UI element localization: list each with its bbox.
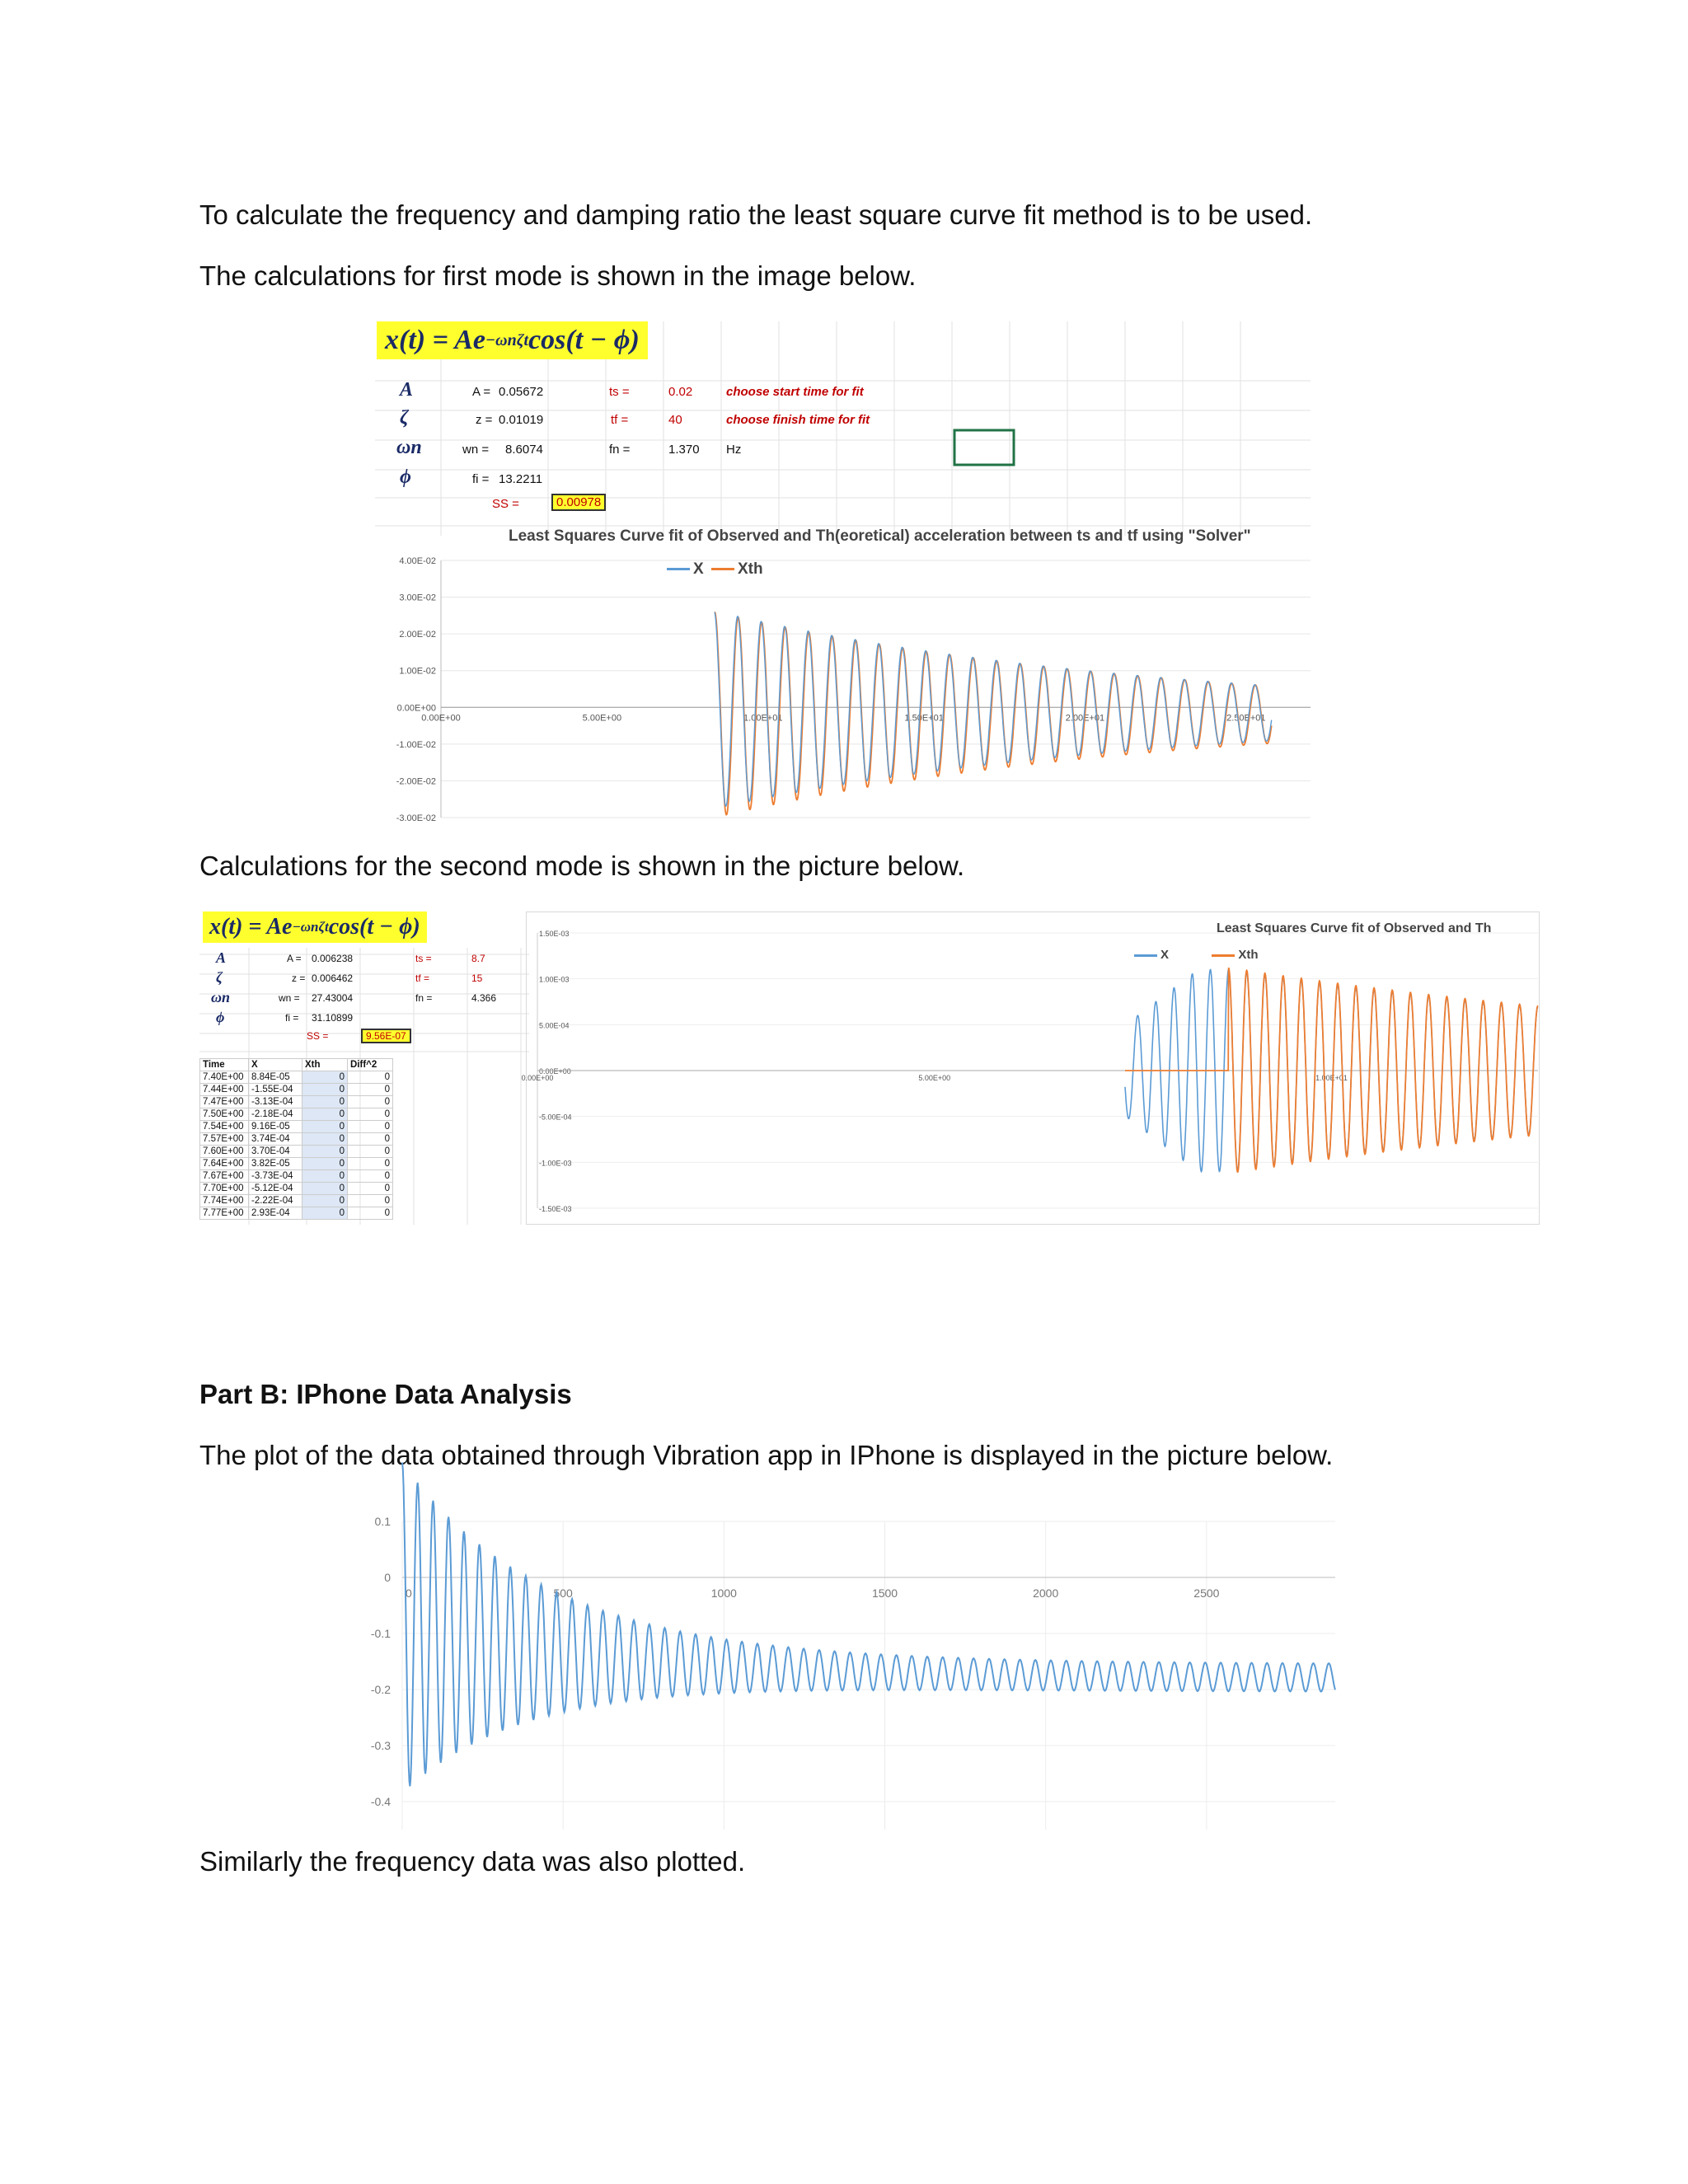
table-cell: 0 [302,1170,348,1183]
frequency-caption: Similarly the frequency data was also plotted. [199,1846,746,1877]
symbol-zeta-2: ζ [216,969,223,986]
chart2-y-tick: -5.00E-04 [539,1113,572,1122]
param2-fi-label: fi = [285,1012,299,1024]
symbol-a: A [400,379,414,401]
table-header-cell: Xth [302,1059,348,1071]
chart2-x-tick: 5.00E+00 [918,1074,951,1082]
chart2-y-tick: -1.50E-03 [539,1205,572,1213]
tf-label: tf = [611,413,629,427]
chart3-x-tick: 0 [406,1586,412,1600]
tf-note: choose finish time for fit [726,413,870,427]
param-a-label: A = [472,385,491,399]
data-table [199,1058,393,1220]
table-cell: 0 [302,1071,348,1084]
table-cell: 0 [302,1146,348,1158]
table-cell: 0 [302,1183,348,1195]
symbol-zeta: ζ [400,407,409,429]
table-cell: 0 [348,1146,393,1158]
table-row [200,1207,393,1220]
param2-a-label: A = [287,953,302,964]
ts2-label: ts = [415,953,432,964]
table-row [200,1071,393,1084]
chart1-x-tick: 2.00E+01 [1065,713,1105,724]
fn2-value: 4.366 [471,992,497,1004]
chart1-legend-x: X [693,560,704,578]
param2-a-value: 0.006238 [312,953,354,964]
chart2-x-tick: 1.00E+01 [1315,1074,1348,1082]
table-cell: 0 [348,1071,393,1084]
table-row [200,1195,393,1207]
table-header-cell: Time [200,1059,249,1071]
tf2-label: tf = [415,972,430,984]
table-cell: 0 [348,1158,393,1170]
chart1-y-tick: -3.00E-02 [396,813,436,823]
param-wn-label: wn = [462,443,490,457]
table-row [200,1146,393,1158]
chart1-plot [375,552,1311,824]
table-cell: 7.47E+00 [200,1096,249,1108]
table-cell: 0 [302,1121,348,1133]
symbol-phi-2: ϕ [216,1009,225,1025]
chart3-plot [354,1508,1335,1830]
chart3-x-tick: 2000 [1033,1586,1059,1600]
param-fi-value: 13.2211 [499,472,543,486]
selected-cell[interactable] [954,430,1014,465]
ts-value: 0.02 [668,385,693,399]
chart1-y-tick: 2.00E-02 [399,630,436,640]
chart1-x-tick: 1.50E+01 [904,713,944,724]
table-cell: 0 [348,1133,393,1146]
chart1-series-x [715,612,1272,806]
table-cell: 0 [348,1108,393,1121]
damped-formula: x(t) = Ae −ωnζt cos(t − ϕ) [377,321,648,359]
chart2-y-tick: 0.00E+00 [539,1067,571,1076]
chart3-y-tick: -0.3 [370,1739,391,1752]
chart3-y-tick: 0.1 [374,1515,391,1528]
chart2-y-tick: 5.00E-04 [539,1021,570,1030]
table-cell: 7.74E+00 [200,1195,249,1207]
chart3-x-tick: 1000 [710,1586,737,1600]
table-cell: 0 [302,1158,348,1170]
table-row [200,1096,393,1108]
table-cell: 0 [348,1183,393,1195]
iphone-figure [354,1508,1335,1830]
symbol-phi: ϕ [400,466,411,488]
chart1-title: Least Squares Curve fit of Observed and Th(eoretical) acceleration between ts and tf using "Solver" [509,527,1251,545]
chart2-series-xth [1125,968,1538,1172]
table-row [200,1121,393,1133]
chart1-y-tick: 4.00E-02 [399,556,436,566]
table-cell: 0 [302,1084,348,1096]
ts-label: ts = [609,385,630,399]
param-a-value: 0.05672 [499,385,544,399]
table-cell: -3.13E-04 [249,1096,302,1108]
chart2-y-tick: 1.50E-03 [539,930,570,938]
table-cell: 3.70E-04 [249,1146,302,1158]
chart2-legend-x: X [1160,948,1170,962]
ss-value: 0.00978 [551,494,606,511]
chart2-y-tick: -1.00E-03 [539,1159,572,1168]
chart3-y-tick: 0 [384,1571,391,1584]
table-cell: 7.70E+00 [200,1183,249,1195]
table-cell: 9.16E-05 [249,1121,302,1133]
chart3-y-tick: -0.1 [370,1627,391,1640]
table-cell: 0 [302,1195,348,1207]
param2-wn-value: 27.43004 [312,992,354,1004]
chart3-x-tick: 2500 [1193,1586,1220,1600]
param-z-value: 0.01019 [499,413,544,427]
table-cell: 8.84E-05 [249,1071,302,1084]
tf2-value: 15 [471,972,483,984]
chart1-y-tick: 0.00E+00 [396,703,436,714]
fn-label: fn = [609,443,631,457]
table-cell: -2.22E-04 [249,1195,302,1207]
table-cell: 7.40E+00 [200,1071,249,1084]
table-cell: 7.50E+00 [200,1108,249,1121]
param-z-label: z = [476,413,493,427]
chart2-title: Least Squares Curve fit of Observed and Th [1217,921,1492,935]
table-cell: 7.57E+00 [200,1133,249,1146]
symbol-omega-n-2: ωn [211,989,231,1005]
table-cell: -2.18E-04 [249,1108,302,1121]
table-row [200,1158,393,1170]
symbol-omega-n: ωn [396,437,422,458]
chart1-y-tick: -2.00E-02 [396,776,436,787]
table-cell: 0 [302,1133,348,1146]
table-row [200,1170,393,1183]
part-b-heading: Part B: IPhone Data Analysis [199,1379,572,1409]
chart2-y-tick: 1.00E-03 [539,975,570,984]
fn2-label: fn = [415,992,433,1004]
chart1-x-tick: 1.00E+01 [743,713,783,724]
table-cell: -1.55E-04 [249,1084,302,1096]
fn-value: 1.370 [668,443,700,457]
table-row [200,1133,393,1146]
param2-wn-label: wn = [279,992,300,1004]
fn-unit: Hz [726,443,742,457]
ss-label: SS = [492,497,519,511]
table-cell: 0 [348,1170,393,1183]
ss2-label: SS = [307,1030,329,1042]
second-mode-figure [199,912,1540,1225]
symbol-a-2: A [216,949,227,966]
table-cell: 7.60E+00 [200,1146,249,1158]
table-row [200,1183,393,1195]
intro-paragraph: To calculate the frequency and damping ratio the least square curve fit method is to be used. [199,199,1313,230]
param-wn-value: 8.6074 [505,443,543,457]
table-cell: 7.44E+00 [200,1084,249,1096]
table-cell: 0 [302,1207,348,1220]
table-cell: 7.77E+00 [200,1207,249,1220]
table-cell: 7.64E+00 [200,1158,249,1170]
chart1-legend-xth: Xth [737,560,763,578]
damped-formula-2: x(t) = Ae −ωnζt cos(t − ϕ) [203,912,427,943]
table-cell: 0 [348,1084,393,1096]
table-cell: 0 [302,1096,348,1108]
table-header-row [200,1059,393,1071]
param2-z-label: z = [292,972,306,984]
tf-value: 40 [668,413,682,427]
table-cell: 0 [348,1195,393,1207]
chart1-x-tick: 5.00E+00 [582,713,622,724]
table-cell: 7.67E+00 [200,1170,249,1183]
table-cell: -5.12E-04 [249,1183,302,1195]
chart1-x-tick: 0.00E+00 [421,713,461,724]
table-cell: 0 [348,1121,393,1133]
param2-z-value: 0.006462 [312,972,354,984]
chart3-y-tick: -0.4 [370,1795,391,1808]
chart2-legend-xth: Xth [1238,948,1259,962]
ts-note: choose start time for fit [726,385,864,399]
first-mode-figure [375,321,1311,824]
chart1-y-tick: 1.00E-02 [399,666,436,677]
table-cell: 0 [302,1108,348,1121]
param-fi-label: fi = [472,472,490,486]
table-cell: 0 [348,1207,393,1220]
first-mode-caption: The calculations for first mode is shown in the image below. [199,260,917,291]
chart2-x-tick: 0.00E+00 [521,1074,554,1082]
table-header-cell: X [249,1059,302,1071]
chart3-x-tick: 500 [553,1586,573,1600]
ts2-value: 8.7 [471,953,485,964]
param2-fi-value: 31.10899 [312,1012,354,1024]
chart3-series [402,1463,1335,1787]
chart1-x-tick: 2.50E+01 [1226,713,1266,724]
table-cell: -3.73E-04 [249,1170,302,1183]
chart1-y-tick: -1.00E-02 [396,739,436,750]
chart2-plot [521,912,1540,1225]
table-row [200,1108,393,1121]
table-cell: 3.82E-05 [249,1158,302,1170]
table-cell: 3.74E-04 [249,1133,302,1146]
ss2-value: 9.56E-07 [361,1029,411,1043]
table-cell: 2.93E-04 [249,1207,302,1220]
table-header-cell: Diff^2 [348,1059,393,1071]
table-cell: 7.54E+00 [200,1121,249,1133]
second-mode-caption: Calculations for the second mode is shown in the picture below. [199,851,965,881]
chart3-x-tick: 1500 [871,1586,898,1600]
iphone-data-caption: The plot of the data obtained through Vibration app in IPhone is displayed in the picture below. [199,1440,1334,1470]
chart1-y-tick: 3.00E-02 [399,593,436,603]
table-row [200,1084,393,1096]
chart3-y-tick: -0.2 [370,1683,391,1696]
table-cell: 0 [348,1096,393,1108]
